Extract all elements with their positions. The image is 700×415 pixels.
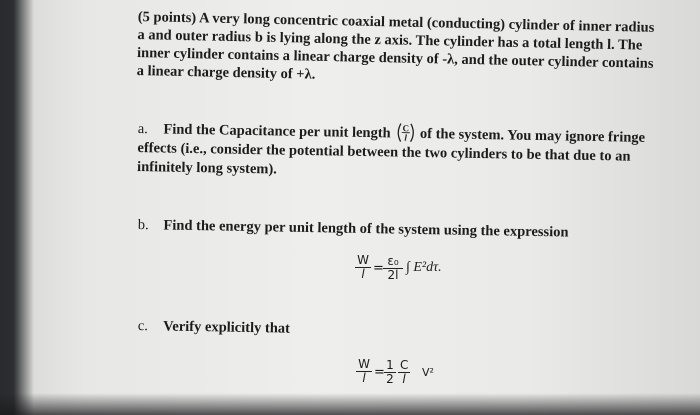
eq2-half-denominator: 2: [384, 372, 396, 386]
eq1-lhs-denominator: l: [355, 267, 371, 281]
eq2-half-fraction: [384, 359, 396, 386]
svg-text:C: C: [402, 123, 409, 134]
part-c-text: Verify explicitly that: [163, 318, 291, 337]
eq2-c-numerator: C: [400, 358, 409, 372]
eq2-half-numerator: 1: [386, 358, 394, 372]
eq1-integral: ∫ E²dτ.: [406, 260, 442, 275]
eq2-equals: =: [374, 365, 385, 380]
part-b-letter: b.: [137, 216, 149, 234]
eq1-rhs-denominator: 2l: [383, 268, 403, 282]
eq1-equals: =: [373, 261, 384, 276]
eq2-c-fraction: [398, 359, 410, 386]
part-c-letter: c.: [137, 317, 149, 335]
eq2-lhs-fraction: [356, 358, 372, 385]
eq1-lhs-numerator: W: [357, 253, 369, 267]
left-edge-shadow: [0, 0, 34, 415]
eq1-rhs-fraction: [383, 255, 403, 282]
eq2-c-denominator: l: [398, 372, 410, 386]
eq2-lhs-denominator: l: [356, 371, 372, 385]
part-b-text: Find the energy per unit length of the system using the expression: [163, 217, 569, 241]
capacitance-fraction-icon: [394, 121, 416, 143]
part-a-text-after: of the system. You may ignore fringe effects (i.e., consider the potential between the two cylinders to be that due to an infinitely long system).: [136, 125, 646, 178]
svg-text:l: l: [403, 132, 407, 143]
eq1-lhs-fraction: [355, 254, 371, 281]
problem-statement: [136, 8, 657, 91]
bottom-edge-shadow: [0, 393, 700, 415]
eq2-v-squared: V²: [422, 366, 434, 379]
part-a-text-before: Find the Capacitance per unit length: [163, 121, 391, 142]
part-a: [137, 117, 658, 186]
eq2-lhs-numerator: W: [358, 357, 370, 371]
eq1-rhs-numerator: ε₀: [387, 254, 399, 268]
part-a-letter: a.: [137, 120, 148, 138]
problem-intro-text: (5 points) A very long concentric coaxial metal (conducting) cylinder of inner radius a and outer radius b is lying along the z axis. The cylinder has a total length l. The inner cylinder contains a linear charge density of -λ, and the outer cylinder contains a linear charge density of +λ.: [136, 8, 655, 83]
